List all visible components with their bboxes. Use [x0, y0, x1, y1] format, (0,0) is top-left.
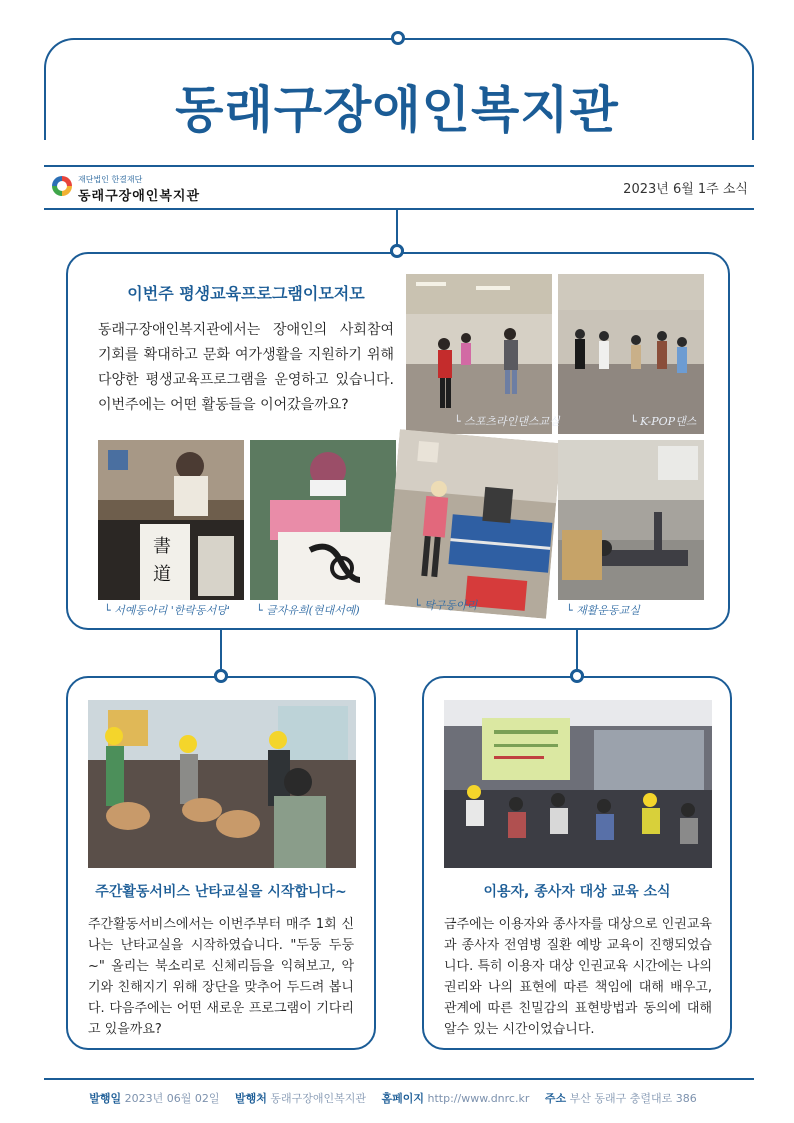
main-box-ring-icon [390, 244, 404, 258]
photo-calligraphy-club [98, 440, 244, 600]
line-dance-photo-icon [406, 274, 552, 434]
nanta-section-body: 주간활동서비스에서는 이번주부터 매주 1회 신나는 난타교실을 시작하였습니다. "두둥 두둥~" 올리는 북소리로 신체리듬을 익혀보고, 악기와 친해지기 위해 장단을 맞추어 두드려 봅니다. 다음주에는 어떤 새로운 프로그램이 기다리고 있을까요? [88, 917, 354, 1037]
photo-line-dance [406, 274, 552, 434]
nanta-class-photo-icon [88, 700, 356, 868]
education-session-photo-icon [444, 700, 712, 868]
page-title: 동래구장애인복지관 [175, 81, 619, 139]
svg-text:書: 書 [153, 536, 171, 557]
modern-calligraphy-photo-icon [250, 440, 396, 600]
caption-modern-calligraphy: └ 글자유희(현대서예) [256, 604, 360, 617]
org-subtitle: 재단법인 한결재단 [78, 175, 143, 184]
education-section-body: 금주에는 이용자와 종사자를 대상으로 인권교육과 종사자 전염병 질환 예방 교육이 진행되었습니다. 특히 이용자 대상 인권교육 시간에는 나의 권리와 나의 표현에 따른 책임에 대해 배우고, 관계에 따른 친밀감의 표현방법과 동의에 대해 알수 있는 시간이었습니다. [444, 917, 712, 1037]
caption-calligraphy-club: └ 서예동아리 '한락동서당' [104, 604, 230, 617]
caption-rehab-exercise: └ 재활운동교실 [566, 604, 640, 617]
svg-text:道: 道 [153, 564, 171, 585]
caption-table-tennis: └ 탁구동아리 [414, 599, 478, 612]
caption-line-dance: └ 스포츠라인댄스교실 [454, 415, 560, 428]
photo-modern-calligraphy [250, 440, 396, 600]
photo-nanta-class [88, 700, 356, 868]
main-section-body: 동래구장애인복지관에서는 장애인의 사회참여 기회를 확대하고 문화 여가생활을 지원하기 위해 다양한 평생교육프로그램을 운영하고 있습니다. 이번주에는 어떤 활동들을 이어갔을까요? [98, 322, 394, 413]
nanta-section-title: 주간활동서비스 난타교실을 시작합니다~ [95, 884, 347, 900]
photo-education-session [444, 700, 712, 868]
footer-publisher: 동래구장애인복지관 [270, 1092, 366, 1105]
rehab-exercise-photo-icon [558, 440, 704, 600]
org-name: 동래구장애인복지관 [78, 189, 201, 204]
footer-address: 부산 동래구 충렬대로 386 [569, 1092, 697, 1105]
table-tennis-photo-icon [385, 429, 562, 618]
footer-publish-date-label: 발행일 [89, 1092, 122, 1105]
header-bottom-rule [44, 208, 754, 210]
caption-kpop-dance: └ K-POP댄스 [630, 415, 697, 428]
footer-publish-date: 2023년 06월 02일 [124, 1092, 220, 1105]
title-ring-icon [391, 31, 405, 45]
photo-kpop-dance [558, 274, 704, 434]
education-section-title: 이용자, 종사자 대상 교육 소식 [483, 884, 671, 900]
education-box-ring-icon [570, 669, 584, 683]
photo-table-tennis [385, 429, 562, 618]
kpop-dance-photo-icon [558, 274, 704, 434]
footer-publisher-label: 발행처 [234, 1092, 267, 1105]
footer [44, 1090, 754, 1106]
calligraphy-club-photo-icon [98, 440, 244, 600]
footer-rule [44, 1078, 754, 1080]
footer-homepage-link[interactable]: http://www.dnrc.kr [427, 1092, 530, 1105]
header-top-rule [44, 165, 754, 167]
nanta-box-ring-icon [214, 669, 228, 683]
footer-address-label: 주소 [544, 1092, 567, 1105]
footer-homepage-label: 홈페이지 [381, 1092, 425, 1105]
main-section-title: 이번주 평생교육프로그램이모저모 [127, 284, 365, 303]
photo-rehab-exercise [558, 440, 704, 600]
issue-date: 2023년 6월 1주 소식 [623, 182, 748, 197]
org-logo-icon [52, 176, 72, 196]
